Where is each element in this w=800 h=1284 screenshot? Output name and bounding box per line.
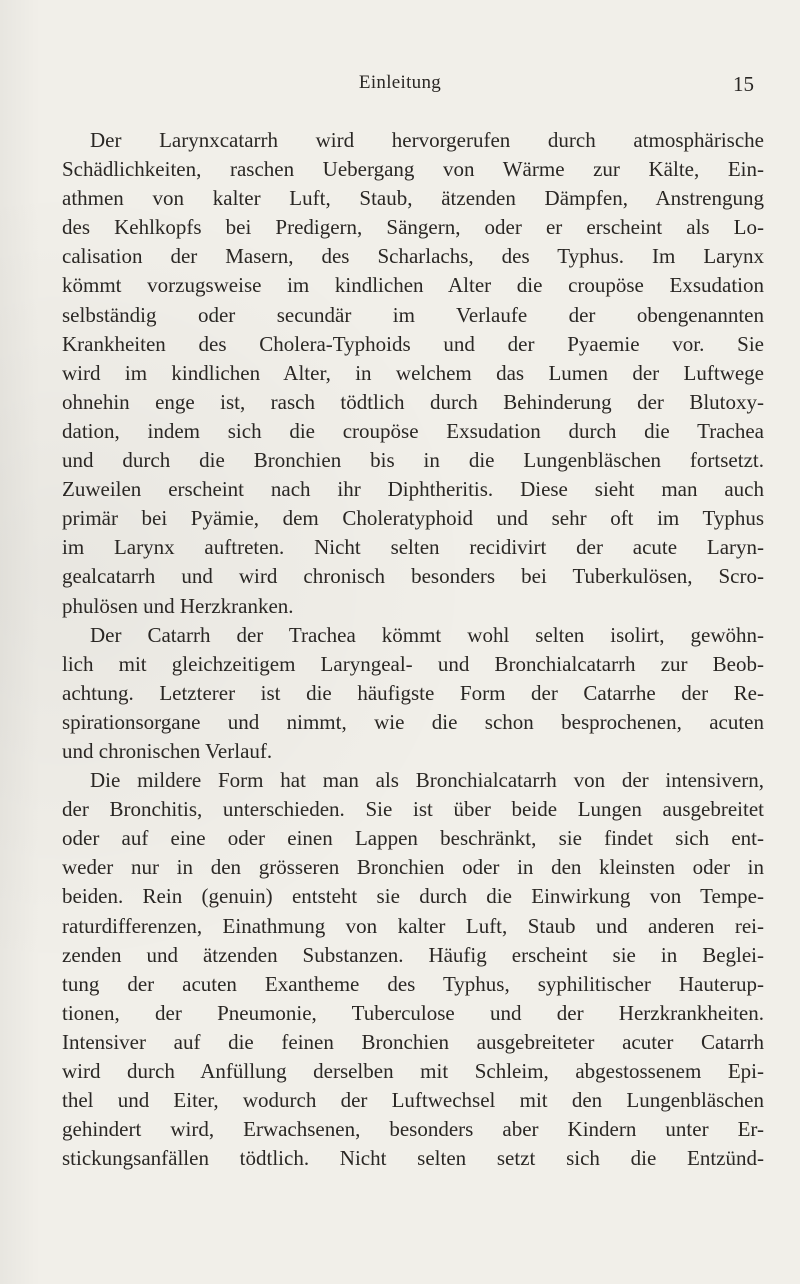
text-line: raturdifferenzen, Einathmung von kalter Luft, Staub und anderen rei- <box>62 913 764 938</box>
text-line: lich mit gleichzeitigem Laryngeal- und Bronchialcatarrh zur Beob- <box>62 651 764 676</box>
text-line: Schädlichkeiten, raschen Uebergang von Wärme zur Kälte, Ein- <box>62 157 764 182</box>
text-line: calisation der Masern, des Scharlachs, des Typhus. Im Larynx <box>62 244 764 269</box>
text-line: tionen, der Pneumonie, Tuberculose und der Herzkrankheiten. <box>62 1000 764 1025</box>
text-line: stickungsanfällen tödtlich. Nicht selten setzt sich die Entzünd- <box>62 1146 764 1171</box>
text-line: dation, indem sich die croupöse Exsudation durch die Trachea <box>62 418 764 443</box>
paragraph <box>62 126 764 621</box>
paragraph <box>62 621 764 766</box>
text-line: gehindert wird, Erwachsenen, besonders aber Kindern unter Er- <box>62 1117 764 1142</box>
text-line: ohnehin enge ist, rasch tödtlich durch Behinderung der Blutoxy- <box>62 389 764 414</box>
text-line: und durch die Bronchien bis in die Lungenbläschen fortsetzt. <box>62 448 764 473</box>
paragraph <box>62 766 764 1173</box>
text-line: tung der acuten Exantheme des Typhus, syphilitischer Hauterup- <box>62 971 764 996</box>
text-line: kömmt vorzugsweise im kindlichen Alter die croupöse Exsudation <box>62 273 764 298</box>
text-line: phulösen und Herzkranken. <box>62 593 294 618</box>
text-line: und chronischen Verlauf. <box>62 738 273 763</box>
text-line: thel und Eiter, wodurch der Luftwechsel mit den Lungenbläschen <box>62 1088 764 1113</box>
text-line: spirationsorgane und nimmt, wie die schon besprochenen, acuten <box>62 709 764 734</box>
text-line: des Kehlkopfs bei Predigern, Sängern, oder er erscheint als Lo- <box>62 215 764 240</box>
text-line: Zuweilen erscheint nach ihr Diphtheritis. Diese sieht man auch <box>62 477 764 502</box>
text-line: gealcatarrh und wird chronisch besonders bei Tuberkulösen, Scro- <box>62 564 764 589</box>
page-number: 15 <box>733 72 754 96</box>
text-line: Krankheiten des Cholera-Typhoids und der Pyaemie vor. Sie <box>62 331 764 356</box>
text-line: der Bronchitis, unterschieden. Sie ist über beide Lungen ausgebreitet <box>62 797 764 822</box>
text-line: athmen von kalter Luft, Staub, ätzenden Dämpfen, Anstrengung <box>62 186 764 211</box>
text-line: Intensiver auf die feinen Bronchien ausgebreiteter acuter Catarrh <box>62 1029 764 1054</box>
text-line: beiden. Rein (genuin) entsteht sie durch die Einwirkung von Tempe- <box>62 884 764 909</box>
body-text <box>62 126 764 1173</box>
text-line: selbständig oder secundär im Verlaufe der obengenannten <box>62 302 764 327</box>
text-line: primär bei Pyämie, dem Choleratyphoid und sehr oft im Typhus <box>62 506 764 531</box>
text-line: wird im kindlichen Alter, in welchem das Lumen der Luftwege <box>62 360 764 385</box>
text-line: wird durch Anfüllung derselben mit Schleim, abgestossenem Epi- <box>62 1059 764 1083</box>
text-line: Die mildere Form hat man als Bronchialcatarrh von der intensivern, <box>90 768 764 793</box>
running-head <box>0 72 800 102</box>
text-line: im Larynx auftreten. Nicht selten recidivirt der acute Laryn- <box>62 535 764 560</box>
running-head-title: Einleitung <box>358 72 442 93</box>
text-line: oder auf eine oder einen Lappen beschränkt, sie findet sich ent- <box>62 826 764 851</box>
text-line: Der Catarrh der Trachea kömmt wohl selten isolirt, gewöhn- <box>90 622 764 647</box>
text-line: zenden und ätzenden Substanzen. Häufig erscheint sie in Beglei- <box>62 942 764 967</box>
text-line: achtung. Letzterer ist die häufigste Form der Catarrhe der Re- <box>62 680 764 705</box>
text-line: Der Larynxcatarrh wird hervorgerufen durch atmosphärische <box>90 128 764 152</box>
text-line: weder nur in den grösseren Bronchien oder in den kleinsten oder in <box>62 855 764 880</box>
